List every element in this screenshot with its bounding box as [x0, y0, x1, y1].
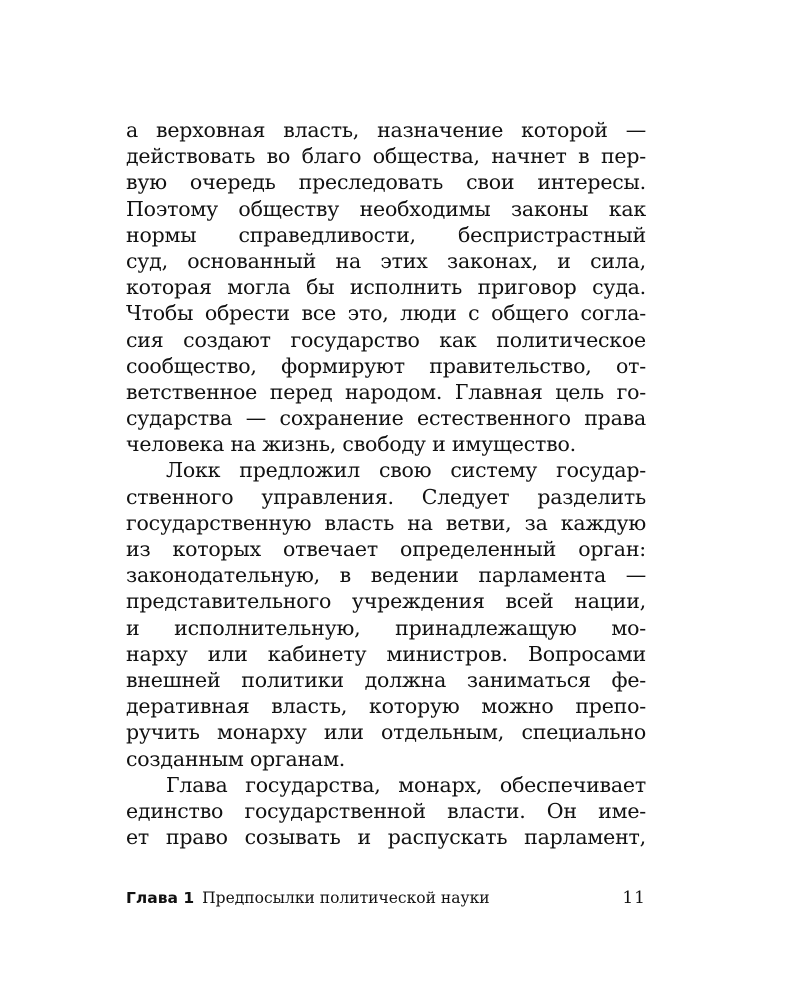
text-line: внешней политики должна заниматься фе- [126, 667, 646, 692]
body-text [126, 117, 646, 850]
text-line: ветственное перед народом. Главная цель го- [126, 379, 646, 404]
paragraph-last-line: человека на жизнь, свободу и имущество. [126, 432, 576, 457]
text-line: государственную власть на ветви, за каждую [126, 510, 646, 535]
text-line: сударства — сохранение естественного права [126, 406, 646, 431]
text-line: представительного учреждения всей нации, [126, 589, 646, 614]
text-line: единство государственной власти. Он име- [126, 798, 646, 823]
chapter-title: Предпосылки политической науки [202, 889, 490, 907]
text-line: и исполнительную, принадлежащую мо- [126, 615, 646, 640]
text-line: деративная власть, которую можно препо- [126, 694, 646, 719]
running-footer [126, 886, 646, 910]
text-line: нарху или кабинету министров. Вопросами [126, 641, 646, 666]
text-line: ручить монарху или отдельным, специально [126, 720, 646, 745]
text-line: вую очередь преследовать свои интересы. [126, 170, 646, 195]
text-line: суд, основанный на этих законах, и сила, [126, 248, 646, 273]
chapter-label: Глава 1 [126, 889, 195, 907]
text-line: нормы справедливости, беспристрастный [126, 222, 646, 247]
paragraph-last-line: созданным органам. [126, 746, 346, 771]
text-line: сообщество, формируют правительство, от- [126, 353, 646, 378]
text-line: ет право созывать и распускать парламент, [126, 825, 646, 850]
text-line: законодательную, в ведении парламента — [126, 563, 646, 588]
text-line: ственного управления. Следует разделить [126, 484, 646, 509]
page-number: 11 [622, 888, 646, 908]
text-line: сия создают государство как политическое [126, 327, 646, 352]
text-line: которая могла бы исполнить приговор суда. [126, 275, 646, 300]
text-line: Поэтому обществу необходимы законы как [126, 196, 646, 221]
text-line: из которых отвечает определенный орган: [126, 537, 646, 561]
text-line: Чтобы обрести все это, люди с общего согла- [126, 301, 646, 326]
text-line: действовать во благо общества, начнет в пер- [126, 144, 646, 169]
text-line: а верховная власть, назначение которой — [126, 118, 646, 142]
paragraph-first-line: Глава государства, монарх, обеспечивает [166, 772, 646, 797]
paragraph-first-line: Локк предложил свою систему государ- [166, 458, 646, 483]
